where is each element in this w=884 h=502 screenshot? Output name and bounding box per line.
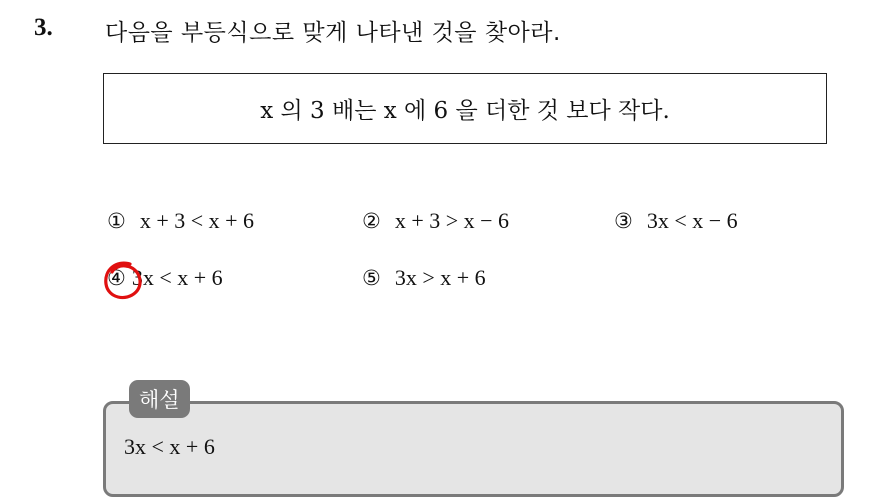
choice-expression: x + 3 < x + 6 [139,208,255,233]
explanation-text: 3x < x + 6 [124,434,215,459]
choice-number: ① [107,209,126,233]
choice-expression: x + 3 > x − 6 [394,208,510,233]
choice-expression: 3x < x + 6 [131,265,223,290]
choice-5[interactable] [362,265,486,291]
explanation-tag: 해설 [129,380,190,418]
condition-box [103,73,827,144]
choice-number: ④ [107,266,126,290]
choice-expression: 3x < x − 6 [646,208,738,233]
choice-number: ③ [614,209,633,233]
choice-4[interactable] [107,265,223,291]
choice-1[interactable] [107,208,254,234]
choice-expression: 3x > x + 6 [394,265,486,290]
question-prompt: 다음을 부등식으로 맞게 나타낸 것을 찾아라. [105,20,561,46]
condition-text: x 의 3 배는 x 에 6 을 더한 것 보다 작다. [260,98,670,124]
choice-number: ⑤ [362,266,381,290]
choice-3[interactable] [614,208,738,234]
question-number: 3. [34,14,53,41]
choice-2[interactable] [362,208,509,234]
choice-number: ② [362,209,381,233]
